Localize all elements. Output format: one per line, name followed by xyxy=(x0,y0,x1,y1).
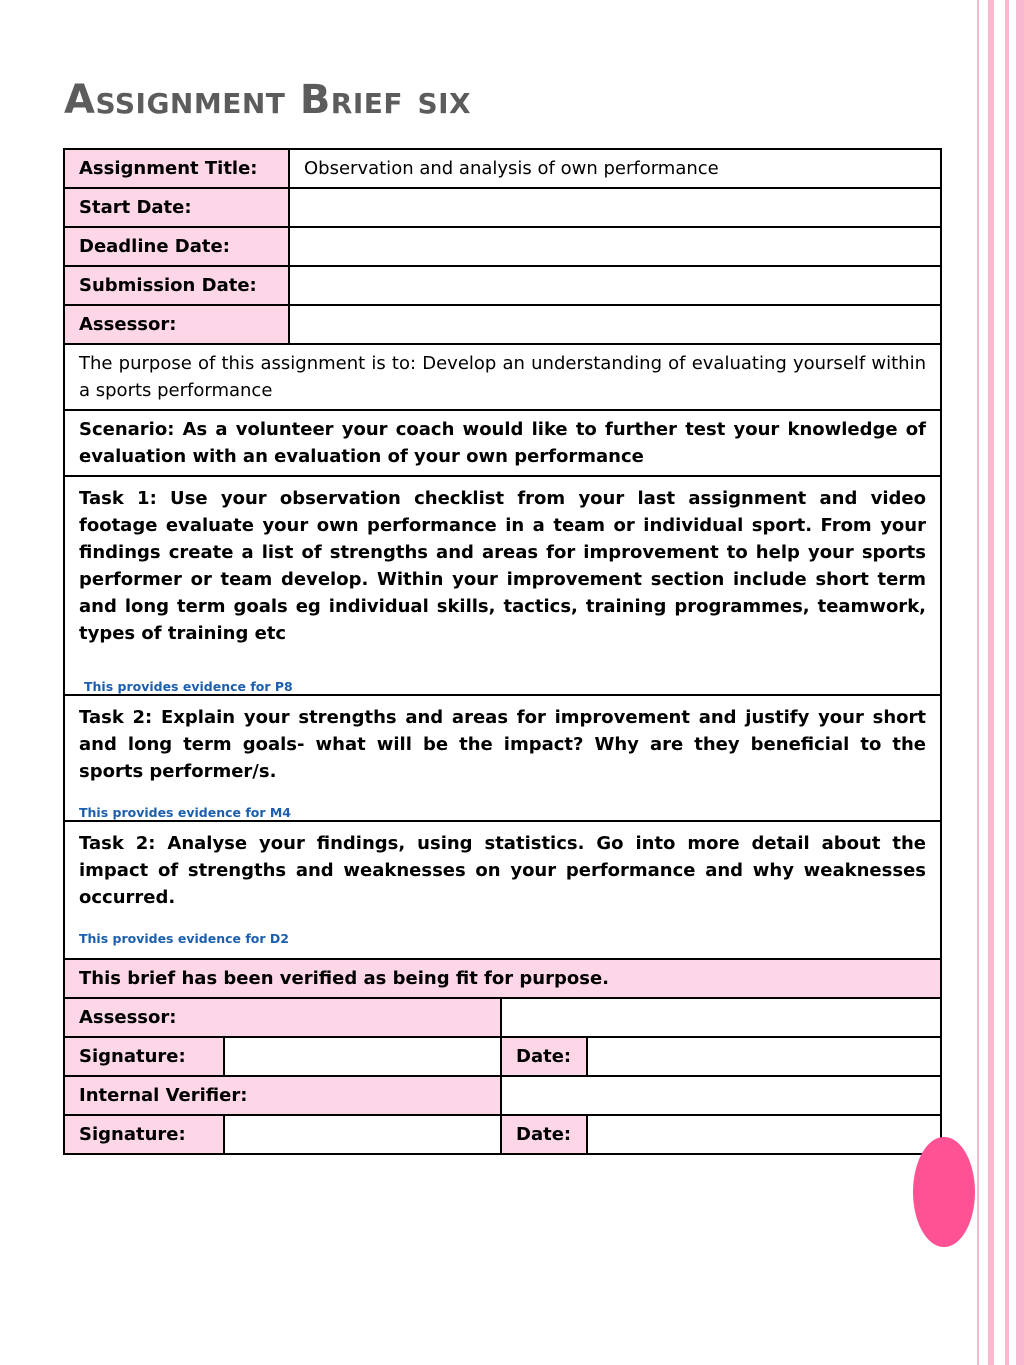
submission-date-label: Submission Date: xyxy=(64,266,289,305)
task-3-evidence: This provides evidence for D2 xyxy=(79,931,289,946)
assessor-date-field[interactable] xyxy=(587,1037,941,1076)
purpose-text: The purpose of this assignment is to: Develop an understanding of evaluating yourself within a sports performance xyxy=(64,344,941,410)
task-row xyxy=(64,695,941,821)
decorative-oval xyxy=(913,1137,975,1247)
task-3-text: Task 2: Analyse your findings, using statistics. Go into more detail about the impact of strengths and weaknesses on your performance and why weaknesses occurred. xyxy=(79,833,926,908)
start-date-value[interactable] xyxy=(289,188,941,227)
task-1-text: Task 1: Use your observation checklist from your last assignment and video footage evaluate your own performance in a team or individual sport. From your findings create a list of strengths and areas for improvement to help your sports performer or team develop. Within your improvement section include short term and long term goals eg individual skills, tactics, training programmes, teamwork, types of training etc xyxy=(79,488,926,644)
task-2-cell xyxy=(64,695,941,821)
deadline-date-label: Deadline Date: xyxy=(64,227,289,266)
task-1-cell xyxy=(64,476,941,695)
assessor-date-label: Date: xyxy=(501,1037,587,1076)
verification-table xyxy=(63,958,942,1155)
verification-assessor-row xyxy=(64,998,941,1037)
assessor-label: Assessor: xyxy=(64,305,289,344)
start-date-label: Start Date: xyxy=(64,188,289,227)
deadline-date-row xyxy=(64,227,941,266)
border-stripe xyxy=(1016,0,1024,1365)
submission-date-value[interactable] xyxy=(289,266,941,305)
task-row xyxy=(64,476,941,695)
assessor-signature-field[interactable] xyxy=(224,1037,501,1076)
submission-date-row xyxy=(64,266,941,305)
task-2-evidence: This provides evidence for M4 xyxy=(79,805,292,820)
start-date-row xyxy=(64,188,941,227)
verification-assessor-label: Assessor: xyxy=(64,998,501,1037)
assignment-title-value[interactable]: Observation and analysis of own performance xyxy=(289,149,941,188)
task-row xyxy=(64,821,941,978)
border-stripe xyxy=(988,0,994,1365)
assessor-row xyxy=(64,305,941,344)
deadline-date-value[interactable] xyxy=(289,227,941,266)
assignment-title-row xyxy=(64,149,941,188)
assignment-title-label: Assignment Title: xyxy=(64,149,289,188)
task-1-evidence: This provides evidence for P8 xyxy=(84,679,293,694)
internal-verifier-row xyxy=(64,1076,941,1115)
task-2-text: Task 2: Explain your strengths and areas for improvement and justify your short and long term goals- what will be the impact? Why are they beneficial to the sports performer/s. xyxy=(79,707,926,782)
verifier-signature-label: Signature: xyxy=(64,1115,224,1154)
assessor-value[interactable] xyxy=(289,305,941,344)
verification-heading: This brief has been verified as being fit for purpose. xyxy=(64,959,941,998)
verification-assessor-field[interactable] xyxy=(501,998,941,1037)
border-stripe xyxy=(977,0,979,1365)
verifier-date-field[interactable] xyxy=(587,1115,941,1154)
assignment-info-table xyxy=(63,148,942,979)
border-stripe xyxy=(1005,0,1009,1365)
verifier-date-label: Date: xyxy=(501,1115,587,1154)
assessor-signature-row xyxy=(64,1037,941,1076)
page-title: Assignment Brief six xyxy=(64,77,472,123)
internal-verifier-label: Internal Verifier: xyxy=(64,1076,501,1115)
verifier-signature-field[interactable] xyxy=(224,1115,501,1154)
scenario-row xyxy=(64,410,941,476)
internal-verifier-field[interactable] xyxy=(501,1076,941,1115)
task-3-cell xyxy=(64,821,941,978)
assessor-signature-label: Signature: xyxy=(64,1037,224,1076)
verifier-signature-row xyxy=(64,1115,941,1154)
scenario-text: Scenario: As a volunteer your coach would like to further test your knowledge of evaluation with an evaluation of your own performance xyxy=(64,410,941,476)
purpose-row xyxy=(64,344,941,410)
verification-heading-row xyxy=(64,959,941,998)
